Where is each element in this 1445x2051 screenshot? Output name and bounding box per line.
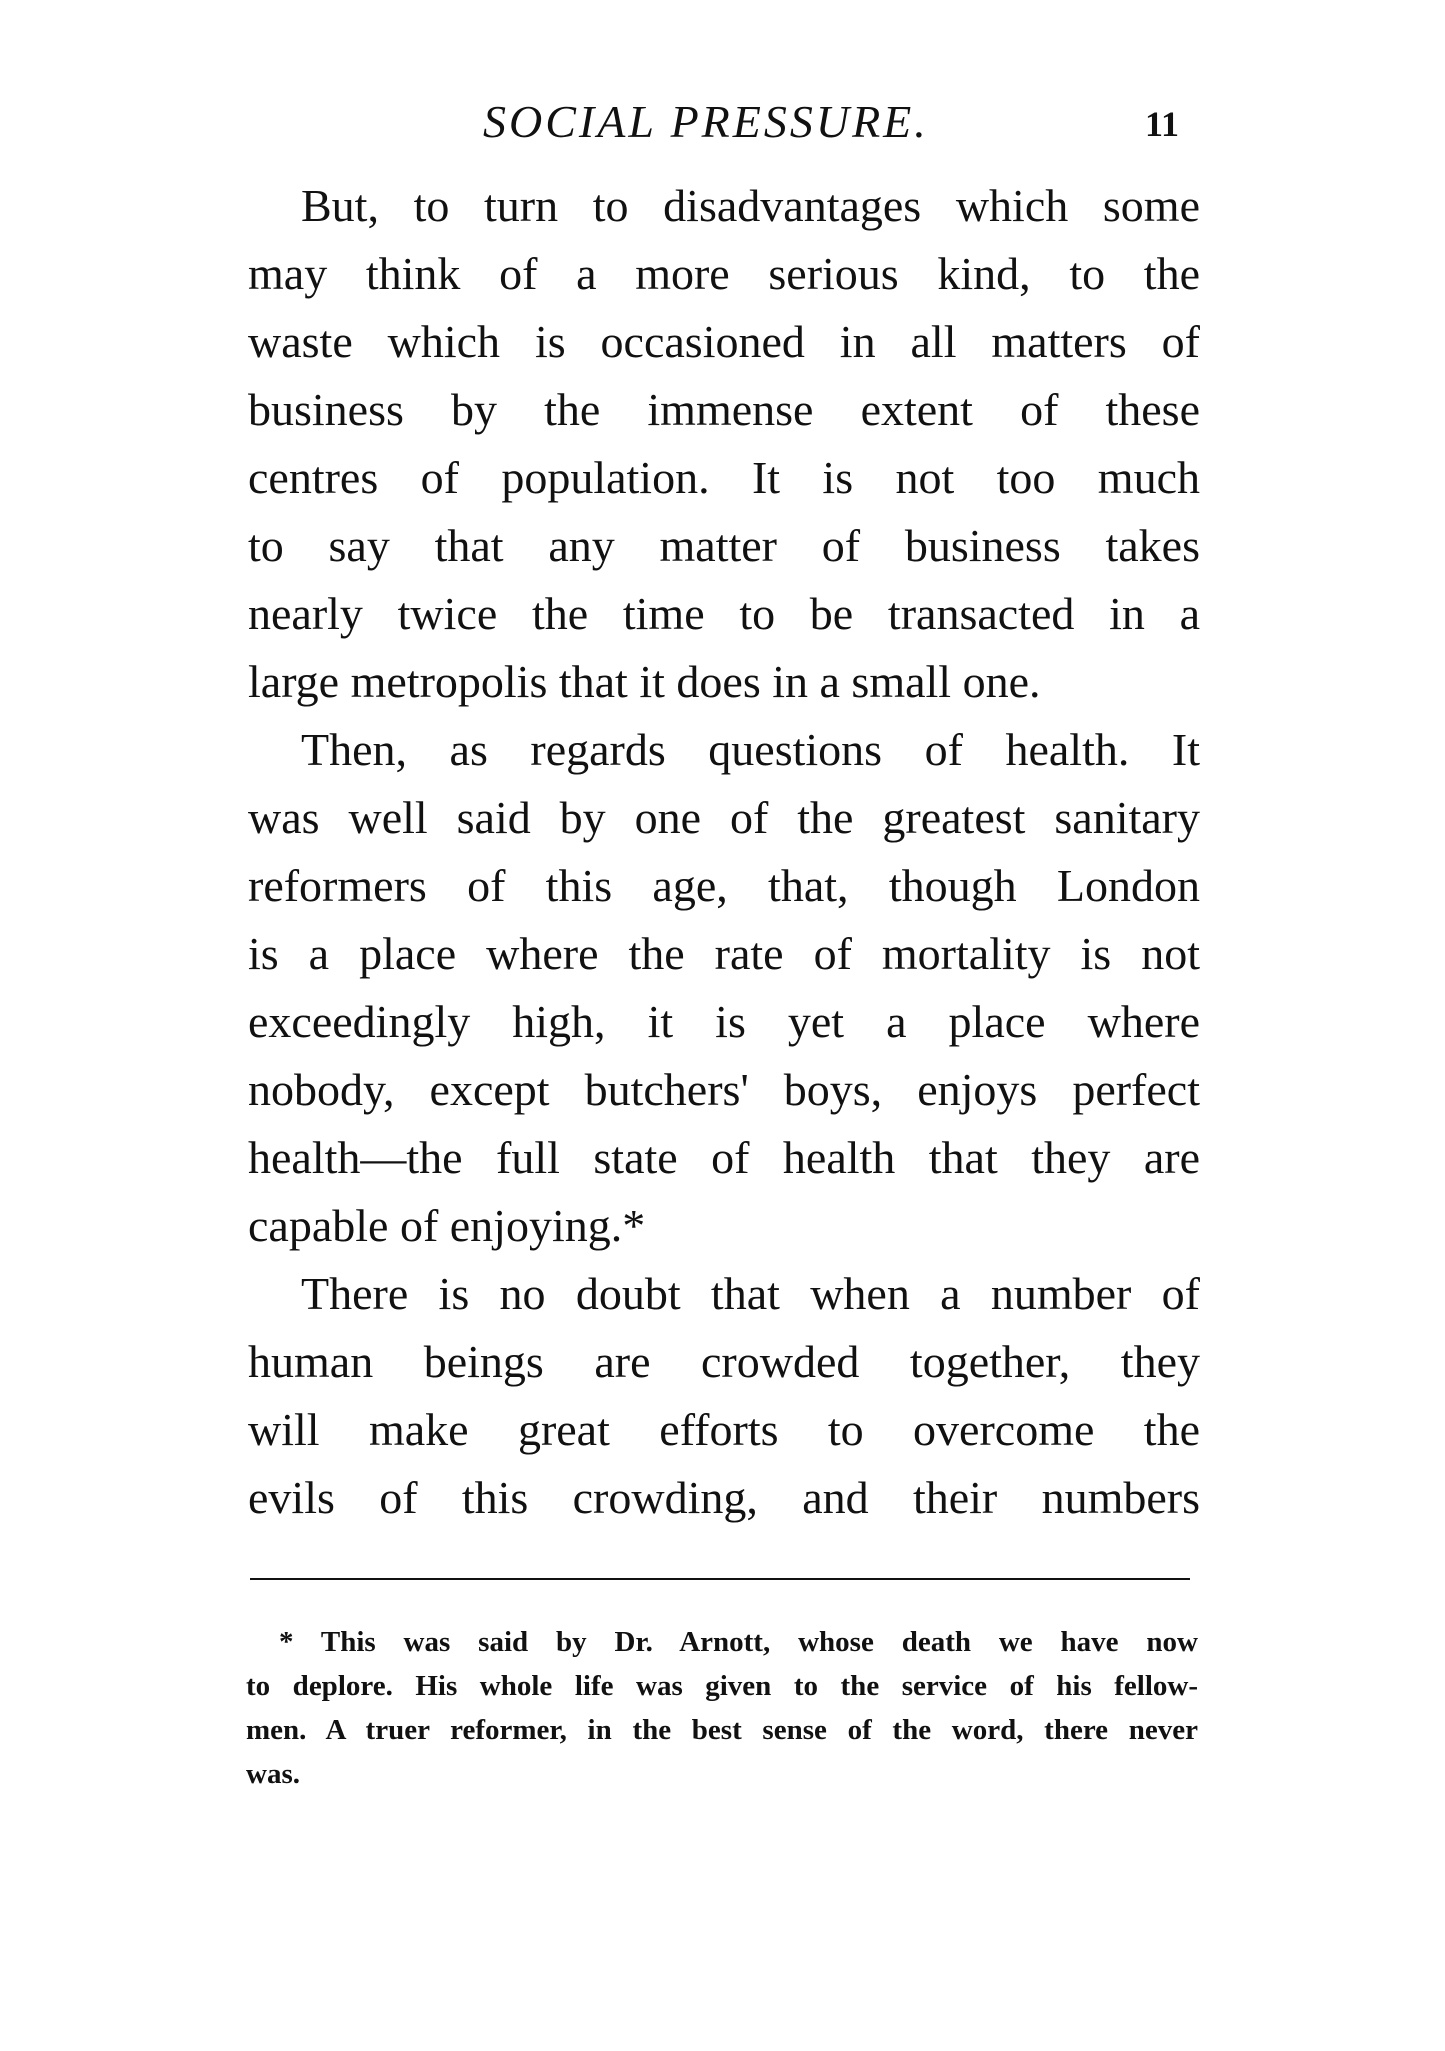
text-line: health—the full state of health that they are xyxy=(248,1132,1200,1183)
text-line: centres of population. It is not too much xyxy=(248,452,1200,503)
text-line: capable of enjoying.* xyxy=(248,1200,646,1251)
page-number: 11 xyxy=(1145,104,1180,144)
text-line: may think of a more serious kind, to the xyxy=(248,248,1200,299)
text-line: to say that any matter of business takes xyxy=(248,520,1200,571)
text-line: was well said by one of the greatest sanitary xyxy=(248,792,1200,843)
footnote-line: was. xyxy=(246,1758,300,1790)
footnote-line: to deplore. His whole life was given to the service of his fellow- xyxy=(246,1670,1198,1702)
footnote-rule xyxy=(250,1578,1190,1580)
running-head xyxy=(0,92,1445,152)
text-line: will make great efforts to overcome the xyxy=(248,1404,1200,1455)
text-line: Then, as regards questions of health. It xyxy=(301,724,1200,775)
text-line: nobody, except butchers' boys, enjoys perfect xyxy=(248,1064,1200,1115)
text-line: business by the immense extent of these xyxy=(248,384,1200,435)
text-line: But, to turn to disadvantages which some xyxy=(301,180,1200,231)
text-line: large metropolis that it does in a small one. xyxy=(248,656,1041,707)
text-line: exceedingly high, it is yet a place where xyxy=(248,996,1200,1047)
body-text xyxy=(248,172,1200,1532)
text-line: waste which is occasioned in all matters of xyxy=(248,316,1200,367)
footnote-line: * This was said by Dr. Arnott, whose death we have now xyxy=(279,1626,1198,1658)
footnote xyxy=(246,1620,1198,1796)
footnote-line: men. A truer reformer, in the best sense of the word, there never xyxy=(246,1714,1198,1746)
text-line: There is no doubt that when a number of xyxy=(301,1268,1200,1319)
running-title: SOCIAL PRESSURE. xyxy=(483,96,929,147)
text-line: evils of this crowding, and their numbers xyxy=(248,1472,1200,1523)
text-line: human beings are crowded together, they xyxy=(248,1336,1200,1387)
text-line: is a place where the rate of mortality is not xyxy=(248,928,1200,979)
text-line: nearly twice the time to be transacted in a xyxy=(248,588,1200,639)
text-line: reformers of this age, that, though London xyxy=(248,860,1200,911)
